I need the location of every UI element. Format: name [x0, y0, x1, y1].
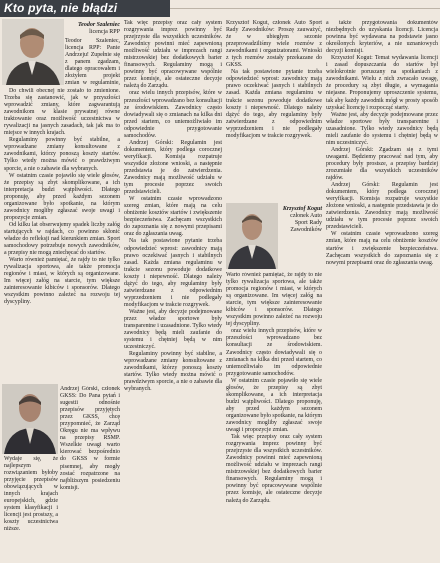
caption-teodor-name: Teodor Szaleniec [78, 22, 120, 28]
col2-para-f: Ważne jest, aby decyzje podejmowane przez władze sportowe były transparentne i uzasadnione. Tylko wtedy zawodnicy będą mieli zaufanie do systemu i chętniej będą w nim uczestniczyć. [124, 308, 222, 351]
col3-para-f: Tak więc przepisy oraz cały system rozgrywania imprez powinny być przejrzyste dla wszystkich uczestników. Zawodnicy powinni mieć zapewnioną możliwość udziału w imprezach rangi mistrzowskiej bez dodatkowych barier finansowych. Regulaminy mogą i powinny być opracowywane wspólnie przez komisje, ale ostateczne decyzje należą do Zarządu. [226, 434, 322, 504]
col1-bottom [60, 386, 120, 558]
col1-bottom-left [4, 456, 58, 558]
col1-para-a2: W ostatnim czasie pojawiło się wiele głosów, że przepisy są zbyt skomplikowane, a ich interpretacja budzi wątpliwości. Dlatego proponuję, aby przed każdym sezonem organizowane było spotkanie, na którym zawodnicy mogliby zgłaszać swoje uwagi i propozycje zmian. [4, 172, 120, 221]
col3-para-e: W ostatnim czasie pojawiło się wiele głosów, że przepisy są zbyt skomplikowane, a ich interpretacja budzi wątpliwości. Dlatego proponuję, aby przed każdym sezonem organizowane było spotkanie, na którym zawodnicy mogliby zgłaszać swoje uwagi i propozycje zmian. [226, 377, 322, 434]
col3-bottom [226, 272, 322, 558]
col2-para-g: Regulaminy powinny być stabilne, a wprowadzane zmiany konsultowane z zawodnikami, którzy ponoszą koszty startów. Tylko wtedy można mówić o prawdziwym sporcie, a nie o zabawie dla wybranych. [124, 351, 222, 393]
col1-para-d: Andrzej Górski, członek GKSS: Do Pana pytań i sugestii odnośnie przepisów przyjętych przez GKSS, chcę przypomnieć, że Zarząd Okręgu nie ma wpływu na przepisy RSMP. Wszelkie uwagi warto kierować bezpośrednio do GKSS w formie pisemnej, aby mogły zostać rozpatrzone na najbliższym posiedzeniu komisji. [60, 386, 120, 491]
col3-top [226, 20, 322, 200]
col3-para-d: oraz wielu innych przepisów, które w przeszłości wprowadzano bez konsultacji ze środowiskiem. Zawodnicy często dowiadywali się o zmianach na kilka dni przed startem, co uniemożliwiało im odpowiednie przygotowanie samochodów. [226, 328, 322, 377]
caption-teodor [64, 22, 120, 36]
col4-para-d: Andrzej Górski: Zgadzam się z tymi uwagami. Będziemy pracować nad tym, aby procedury były prostsze, a przepisy bardziej zrozumiałe dla wszystkich uczestników rajdów. [326, 146, 438, 182]
col1-top [65, 38, 120, 86]
caption-teodor-role: licencja RPP [89, 29, 120, 36]
col1-para-e: Wydaje się, że najlepszym rozwiązaniem byłoby przyjęcie przepisów obowiązujących w innych krajach europejskich, gdzie system klasyfikacji i licencji jest prostszy, a koszty uczestnictwa niższe. [4, 456, 58, 533]
col2-para-c: Andrzej Górski: Regulamin jest dokumentem, który podlega corocznej weryfikacji. Komisja rozpatruje wszystkie złożone wnioski, a następnie przedstawia je do zatwierdzenia. Zawodnicy mają możliwość udziału w tym procesie poprzez swoich przedstawicieli. [124, 139, 222, 196]
col4-para-f: W ostatnim czasie wprowadzono szereg zmian, które mają na celu obniżenie kosztów startów i zwiększenie bezpieczeństwa. Zachęcam wszystkich do zapoznania się z nowymi przepisami oraz do zgłaszania uwag. [326, 231, 438, 266]
col1-body [4, 88, 120, 378]
section-header [0, 0, 440, 17]
col3-para-a: Krzysztof Kogut, członek Auto Sport Rady Zawodników: Proszę zauważyć, że w ubiegłym sezonie przeprowadziliśmy wiele rozmów z zawodnikami i organizatorami. Wnioski z tych rozmów zostały przekazane do GKSS. [226, 20, 322, 69]
col2-para-d: W ostatnim czasie wprowadzono szereg zmian, które mają na celu obniżenie kosztów startów i zwiększenie bezpieczeństwa. Zachęcam wszystkich do zapoznania się z nowymi przepisami oraz do zgłaszania uwag. [124, 196, 222, 238]
col3-para-c: Warto również pamiętać, że rajdy to nie tylko rywalizacja sportowa, ale także promocja regionów i miast, w których są organizowane. Im więcej załóg na starcie, tym większe zainteresowanie kibiców i sponsorów. Dlatego wszystkim powinno zależeć na rozwoju tej dyscypliny. [226, 272, 322, 328]
col4-para-e: Andrzej Górski: Regulamin jest dokumentem, który podlega corocznej weryfikacji. Komisja rozpatruje wszystkie złożone wnioski, a następnie przedstawia je do zatwierdzenia. Zawodnicy mają możliwość udziału w tym procesie poprzez swoich przedstawicieli. [326, 182, 438, 231]
photo-andrzej [2, 384, 58, 454]
col3-para-b: Na tak postawione pytanie trzeba odpowiedzieć wprost: zawodnicy mają prawo oczekiwać jasnych i stabilnych zasad. Każda zmiana regulaminu w trakcie sezonu powoduje dodatkowe koszty i niepewność. Dlatego należy dążyć do tego, aby regulaminy były zatwierdzane z odpowiednim wyprzedzeniem i nie podlegały modyfikacjom w trakcie rozgrywek. [226, 69, 322, 139]
col1-para-a: Teodor Szaleniec, licencja RPP: Panie Andrzeju! Zupełnie się z panem zgadzam, dlatego opracowałem i złożyłem projekt zmian w regulaminie, [65, 38, 120, 86]
caption-krzysztof [278, 206, 322, 234]
col1-para-a4: Warto również pamiętać, że rajdy to nie tylko rywalizacja sportowa, ale także promocja regionów i miast, w których są organizowane. Im więcej załóg na starcie, tym większe zainteresowanie kibiców i sponsorów. Dlatego wszystkim powinno zależeć na rozwoju tej dyscypliny. [4, 257, 120, 306]
photo-krzysztof [226, 203, 278, 269]
caption-krzysztof-role: członek Auto Sport Rady Zawodników [290, 213, 322, 234]
col4-para-c: Ważne jest, aby decyzje podejmowane przez władze sportowe były transparentne i uzasadnione. Tylko wtedy zawodnicy będą mieli zaufanie do systemu i chętniej będą w nim uczestniczyć. [326, 111, 438, 146]
col1-para-a3: Od kilku lat obserwujemy spadek liczby załóg startujących w rajdach, co powinno skłonić władze do refleksji nad kierunkiem zmian. Sport samochodowy potrzebuje nowych zawodników, a przepisy nie mogą zniechęcać do startów. [4, 221, 120, 257]
col2-para-a: Tak więc przepisy oraz cały system rozgrywania imprez powinny być przejrzyste dla wszystkich uczestników. Zawodnicy powinni mieć zapewnioną możliwość udziału w imprezach rangi mistrzowskiej bez dodatkowych barier finansowych. Regulaminy mogą i powinny być opracowywane wspólnie przez komisje, ale ostateczne decyzje należą do Zarządu. [124, 20, 222, 90]
header-rule [170, 8, 440, 9]
photo-teodor [2, 19, 64, 85]
col4-para-a: a także przygotowania dokumentów niezbędnych do uzyskania licencji. Licencja powinna być wydawana na podstawie jasno określonych kryteriów, a nie uznaniowych decyzji komisji. [326, 20, 438, 55]
col1-para-b: Do chwili obecnej nie zostało to zmienione. Trzeba się zastanowić, jak w przyszłości wprowadzić zmiany, które zagwarantują zawodnikom w klasie prywatnej równe traktowanie oraz możliwość uczestnictwa w rywalizacji na jasnych zasadach, tak jak ma to miejsce w innych krajach. [4, 88, 120, 137]
col2 [124, 20, 222, 558]
caption-krzysztof-name: Krzysztof Kogut [282, 206, 322, 212]
col2-para-b: oraz wielu innych przepisów, które w przeszłości wprowadzano bez konsultacji ze środowiskiem. Zawodnicy często dowiadywali się o zmianach na kilka dni przed startem, co uniemożliwiało im odpowiednie przygotowanie samochodów. [124, 90, 222, 139]
header-title: Kto pyta, nie błądzi [4, 1, 118, 15]
col1-para-c: Regulaminy powinny być stabilne, a wprowadzane zmiany konsultowane z zawodnikami, którzy ponoszą koszty startów. Tylko wtedy można mówić o prawdziwym sporcie, a nie o zabawie dla wybranych. [4, 137, 120, 172]
col2-para-e: Na tak postawione pytanie trzeba odpowiedzieć wprost: zawodnicy mają prawo oczekiwać jasnych i stabilnych zasad. Każda zmiana regulaminu w trakcie sezonu powoduje dodatkowe koszty i niepewność. Dlatego należy dążyć do tego, aby regulaminy były zatwierdzane z odpowiednim wyprzedzeniem i nie podlegały modyfikacjom w trakcie rozgrywek. [124, 238, 222, 308]
col4-para-b: Krzysztof Kogut: Temat wydawania licencji i zasad dopuszczania do startów był wielokrotnie poruszany na spotkaniach z zawodnikami. Wielu z nich zwracało uwagę, że procedury są zbyt długie, a wymagania niejasne. Proponujemy uproszczenie systemu, tak aby każdy zawodnik mógł w prosty sposób uzyskać licencję i rozpocząć starty. [326, 55, 438, 111]
col4 [326, 20, 438, 558]
